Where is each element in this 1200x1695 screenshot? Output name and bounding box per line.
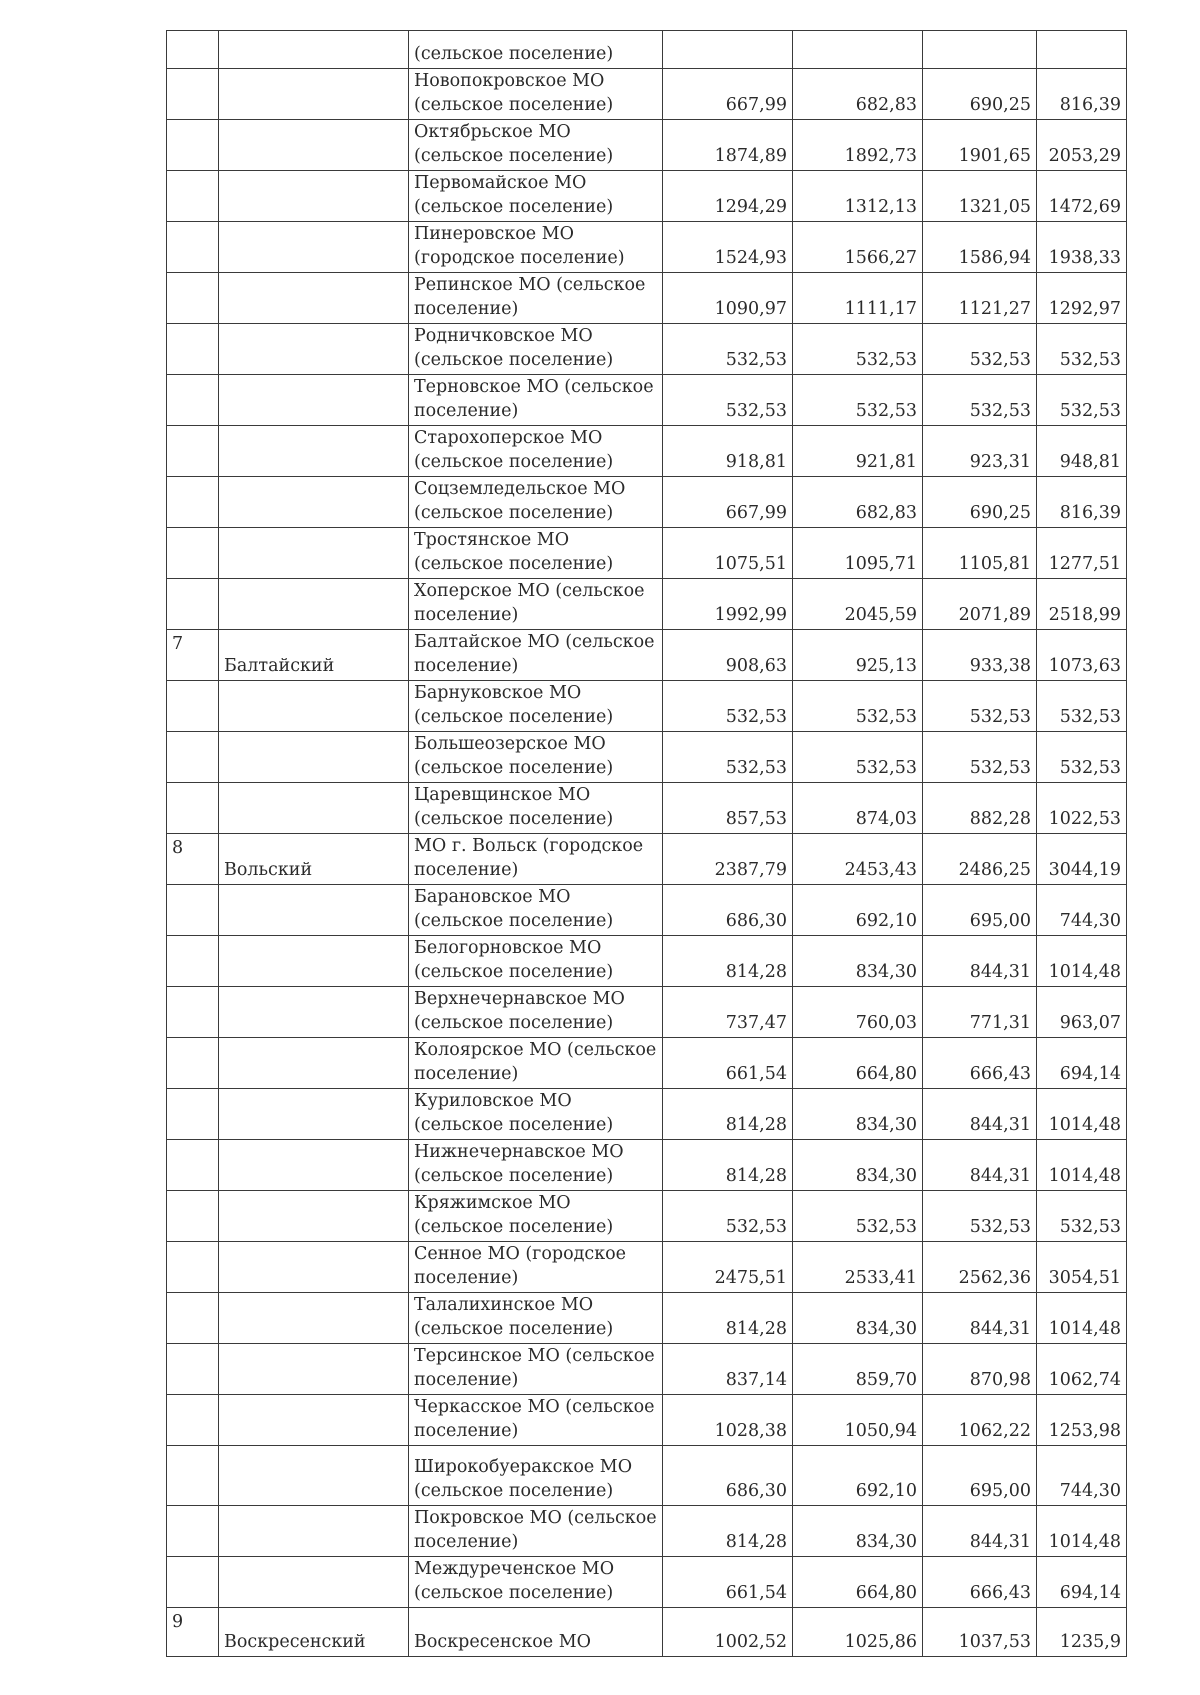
cell-value-3: 844,31 [923, 936, 1037, 987]
cell-value-3: 666,43 [923, 1557, 1037, 1608]
cell-index [167, 936, 219, 987]
cell-index [167, 732, 219, 783]
cell-index [167, 528, 219, 579]
cell-name: Барнуковское МО (сельское поселение) [409, 681, 663, 732]
cell-index: 7 [167, 630, 219, 681]
cell-value-1: 667,99 [663, 477, 793, 528]
cell-name: Царевщинское МО (сельское поселение) [409, 783, 663, 834]
cell-value-4: 1235,9 [1037, 1608, 1127, 1657]
cell-name: Первомайское МО (сельское поселение) [409, 171, 663, 222]
cell-value-4: 1062,74 [1037, 1344, 1127, 1395]
cell-district [219, 375, 409, 426]
cell-index [167, 1089, 219, 1140]
cell-value-4: 1292,97 [1037, 273, 1127, 324]
cell-value-3: 1901,65 [923, 120, 1037, 171]
cell-district [219, 1395, 409, 1446]
cell-name: Балтайское МО (сельское поселение) [409, 630, 663, 681]
cell-value-3: 1321,05 [923, 171, 1037, 222]
cell-value-2: 532,53 [793, 375, 923, 426]
table-row [167, 273, 1127, 324]
cell-name: Колоярское МО (сельское поселение) [409, 1038, 663, 1089]
cell-value-4: 532,53 [1037, 324, 1127, 375]
cell-district [219, 273, 409, 324]
cell-value-1: 857,53 [663, 783, 793, 834]
cell-name: Широкобуеракское МО (сельское поселение) [409, 1446, 663, 1506]
cell-district: Воскресенский [219, 1608, 409, 1657]
table-row [167, 936, 1127, 987]
cell-name: Куриловское МО (сельское поселение) [409, 1089, 663, 1140]
cell-index [167, 1344, 219, 1395]
cell-name: Черкасское МО (сельское поселение) [409, 1395, 663, 1446]
cell-district [219, 936, 409, 987]
cell-value-2: 532,53 [793, 324, 923, 375]
cell-value-1: 2475,51 [663, 1242, 793, 1293]
cell-value-2: 925,13 [793, 630, 923, 681]
cell-value-4: 3044,19 [1037, 834, 1127, 885]
cell-district [219, 1446, 409, 1506]
cell-value-1: 661,54 [663, 1038, 793, 1089]
table-row [167, 1557, 1127, 1608]
cell-value-4: 2053,29 [1037, 120, 1127, 171]
cell-value-4: 1253,98 [1037, 1395, 1127, 1446]
cell-value-3: 1121,27 [923, 273, 1037, 324]
cell-district [219, 885, 409, 936]
table-row [167, 477, 1127, 528]
cell-value-1: 814,28 [663, 1506, 793, 1557]
cell-district [219, 1089, 409, 1140]
cell-value-2: 1312,13 [793, 171, 923, 222]
table-row [167, 630, 1127, 681]
cell-value-4: 532,53 [1037, 681, 1127, 732]
cell-value-2: 834,30 [793, 1140, 923, 1191]
table-row [167, 1608, 1127, 1657]
cell-name: Терновское МО (сельское поселение) [409, 375, 663, 426]
cell-value-1: 686,30 [663, 885, 793, 936]
cell-value-2: 682,83 [793, 69, 923, 120]
cell-name: Кряжимское МО (сельское поселение) [409, 1191, 663, 1242]
cell-district [219, 1140, 409, 1191]
cell-value-2: 760,03 [793, 987, 923, 1038]
table-row [167, 1506, 1127, 1557]
cell-value-3: 532,53 [923, 324, 1037, 375]
cell-value-2: 834,30 [793, 1089, 923, 1140]
table-row-fragment [167, 31, 1127, 69]
cell-district [219, 69, 409, 120]
cell-district [219, 1506, 409, 1557]
cell-value-3: 690,25 [923, 477, 1037, 528]
cell-district [219, 579, 409, 630]
table-row [167, 1242, 1127, 1293]
cell-index [167, 426, 219, 477]
cell-index: 8 [167, 834, 219, 885]
cell-district [219, 1191, 409, 1242]
cell-district [219, 1557, 409, 1608]
cell-value-1: 532,53 [663, 375, 793, 426]
cell-index [167, 31, 219, 69]
cell-value-1: 1524,93 [663, 222, 793, 273]
cell-value-2: 532,53 [793, 732, 923, 783]
cell-name: Нижнечернавское МО (сельское поселение) [409, 1140, 663, 1191]
cell-index [167, 987, 219, 1038]
cell-value-2: 532,53 [793, 1191, 923, 1242]
cell-value-4: 532,53 [1037, 1191, 1127, 1242]
table-row [167, 834, 1127, 885]
cell-name: Междуреченское МО (сельское поселение) [409, 1557, 663, 1608]
cell-value-1: 1294,29 [663, 171, 793, 222]
cell-name: Хоперское МО (сельское поселение) [409, 579, 663, 630]
cell-value-1: 814,28 [663, 1089, 793, 1140]
cell-value-3: 882,28 [923, 783, 1037, 834]
cell-index [167, 1506, 219, 1557]
cell-value-3: 690,25 [923, 69, 1037, 120]
cell-value-2: 834,30 [793, 1506, 923, 1557]
table-row [167, 681, 1127, 732]
cell-district [219, 324, 409, 375]
cell-district [219, 31, 409, 69]
cell-value-1: 908,63 [663, 630, 793, 681]
cell-value-2: 692,10 [793, 885, 923, 936]
cell-value-2: 921,81 [793, 426, 923, 477]
cell-district [219, 171, 409, 222]
cell-value-4: 948,81 [1037, 426, 1127, 477]
cell-name: Талалихинское МО (сельское поселение) [409, 1293, 663, 1344]
cell-value-2: 859,70 [793, 1344, 923, 1395]
table-row [167, 528, 1127, 579]
cell-index [167, 273, 219, 324]
cell-index [167, 69, 219, 120]
cell-index [167, 324, 219, 375]
table-body [167, 31, 1127, 1657]
cell-value-4: 532,53 [1037, 732, 1127, 783]
cell-district [219, 1242, 409, 1293]
cell-index [167, 1140, 219, 1191]
cell-value-1: 1028,38 [663, 1395, 793, 1446]
cell-value-2: 664,80 [793, 1038, 923, 1089]
cell-value-3: 1105,81 [923, 528, 1037, 579]
cell-index [167, 681, 219, 732]
cell-value-4: 1014,48 [1037, 936, 1127, 987]
cell-value-4: 744,30 [1037, 1446, 1127, 1506]
cell-value [793, 31, 923, 69]
cell-value-1: 532,53 [663, 324, 793, 375]
cell-name: (сельское поселение) [409, 31, 663, 69]
cell-name: Терсинское МО (сельское поселение) [409, 1344, 663, 1395]
table-row [167, 69, 1127, 120]
document-table-page [166, 30, 1126, 1657]
cell-index [167, 222, 219, 273]
cell-district [219, 783, 409, 834]
cell-name: Пинеровское МО (городское поселение) [409, 222, 663, 273]
cell-index [167, 375, 219, 426]
cell-district [219, 477, 409, 528]
table-row [167, 579, 1127, 630]
cell-value-4: 1014,48 [1037, 1293, 1127, 1344]
table-row [167, 987, 1127, 1038]
cell-name: МО г. Вольск (городское поселение) [409, 834, 663, 885]
cell-value-2: 682,83 [793, 477, 923, 528]
cell-value-3: 1586,94 [923, 222, 1037, 273]
cell-name: Соцземледельское МО (сельское поселение) [409, 477, 663, 528]
table-row [167, 1140, 1127, 1191]
cell-name: Новопокровское МО (сельское поселение) [409, 69, 663, 120]
cell-value-3: 666,43 [923, 1038, 1037, 1089]
cell-name: Покровское МО (сельское поселение) [409, 1506, 663, 1557]
cell-index [167, 1038, 219, 1089]
cell-district [219, 732, 409, 783]
cell-value-2: 692,10 [793, 1446, 923, 1506]
cell-value-1: 1075,51 [663, 528, 793, 579]
cell-value-2: 1892,73 [793, 120, 923, 171]
cell-value-3: 2562,36 [923, 1242, 1037, 1293]
cell-value-4: 816,39 [1037, 477, 1127, 528]
cell-value-3: 532,53 [923, 1191, 1037, 1242]
table-row [167, 1038, 1127, 1089]
cell-index: 9 [167, 1608, 219, 1657]
cell-value-3: 844,31 [923, 1140, 1037, 1191]
cell-district [219, 987, 409, 1038]
cell-value-1: 737,47 [663, 987, 793, 1038]
cell-value-3: 532,53 [923, 732, 1037, 783]
cell-value-1: 814,28 [663, 936, 793, 987]
cell-index [167, 120, 219, 171]
cell-value-4: 1277,51 [1037, 528, 1127, 579]
cell-value-2: 874,03 [793, 783, 923, 834]
cell-name: Октябрьское МО (сельское поселение) [409, 120, 663, 171]
cell-district [219, 1344, 409, 1395]
cell-value-3: 844,31 [923, 1089, 1037, 1140]
cell-name: Тростянское МО (сельское поселение) [409, 528, 663, 579]
cell-value-4: 1472,69 [1037, 171, 1127, 222]
cell-value-3: 2071,89 [923, 579, 1037, 630]
table-row [167, 222, 1127, 273]
cell-value-4: 694,14 [1037, 1038, 1127, 1089]
table-row [167, 1089, 1127, 1140]
cell-value-1: 1874,89 [663, 120, 793, 171]
cell-value-3: 844,31 [923, 1293, 1037, 1344]
cell-value-1: 532,53 [663, 732, 793, 783]
cell-value-3: 695,00 [923, 1446, 1037, 1506]
cell-district: Вольский [219, 834, 409, 885]
cell-value-4: 1014,48 [1037, 1089, 1127, 1140]
cell-value-3: 1037,53 [923, 1608, 1037, 1657]
cell-value-2: 664,80 [793, 1557, 923, 1608]
table-row [167, 1344, 1127, 1395]
cell-value-2: 1050,94 [793, 1395, 923, 1446]
cell-value-3: 532,53 [923, 375, 1037, 426]
cell-value-2: 834,30 [793, 936, 923, 987]
cell-value-3: 923,31 [923, 426, 1037, 477]
cell-index [167, 477, 219, 528]
cell-value-2: 2533,41 [793, 1242, 923, 1293]
cell-value-1: 1090,97 [663, 273, 793, 324]
cell-index [167, 1293, 219, 1344]
cell-value-1: 2387,79 [663, 834, 793, 885]
cell-value-1: 667,99 [663, 69, 793, 120]
cell-value-2: 834,30 [793, 1293, 923, 1344]
cell-value-1: 814,28 [663, 1293, 793, 1344]
cell-district: Балтайский [219, 630, 409, 681]
table-row [167, 426, 1127, 477]
cell-index [167, 783, 219, 834]
cell-value-4: 1022,53 [1037, 783, 1127, 834]
cell-value-3: 1062,22 [923, 1395, 1037, 1446]
cell-name: Верхнечернавское МО (сельское поселение) [409, 987, 663, 1038]
cell-district [219, 681, 409, 732]
cell-index [167, 1446, 219, 1506]
cell-district [219, 222, 409, 273]
cell-name: Барановское МО (сельское поселение) [409, 885, 663, 936]
cell-name: Старохоперское МО (сельское поселение) [409, 426, 663, 477]
cell-value-4: 3054,51 [1037, 1242, 1127, 1293]
cell-value-2: 532,53 [793, 681, 923, 732]
cell-value-2: 1566,27 [793, 222, 923, 273]
cell-value-1: 661,54 [663, 1557, 793, 1608]
cell-name: Сенное МО (городское поселение) [409, 1242, 663, 1293]
cell-index [167, 1557, 219, 1608]
cell-value-3: 695,00 [923, 885, 1037, 936]
cell-index [167, 1395, 219, 1446]
cell-value-3: 532,53 [923, 681, 1037, 732]
cell-value-3: 933,38 [923, 630, 1037, 681]
cell-value-1: 837,14 [663, 1344, 793, 1395]
cell-index [167, 1242, 219, 1293]
cell-value-2: 1095,71 [793, 528, 923, 579]
cell-value-3: 771,31 [923, 987, 1037, 1038]
table-row [167, 732, 1127, 783]
table-row [167, 1191, 1127, 1242]
cell-value-2: 2045,59 [793, 579, 923, 630]
cell-district [219, 426, 409, 477]
cell-index [167, 579, 219, 630]
cell-value-4: 532,53 [1037, 375, 1127, 426]
table-row [167, 1395, 1127, 1446]
cell-value-4: 1073,63 [1037, 630, 1127, 681]
cell-district [219, 120, 409, 171]
cell-district [219, 1038, 409, 1089]
cell-value-4: 816,39 [1037, 69, 1127, 120]
tariff-table [166, 30, 1127, 1657]
cell-index [167, 171, 219, 222]
table-row [167, 120, 1127, 171]
cell-name: Репинское МО (сельское поселение) [409, 273, 663, 324]
cell-district [219, 1293, 409, 1344]
cell-name: Белогорновское МО (сельское поселение) [409, 936, 663, 987]
cell-value [923, 31, 1037, 69]
cell-value [663, 31, 793, 69]
cell-value-1: 918,81 [663, 426, 793, 477]
cell-index [167, 1191, 219, 1242]
cell-value-4: 744,30 [1037, 885, 1127, 936]
cell-value-1: 532,53 [663, 1191, 793, 1242]
cell-value-3: 2486,25 [923, 834, 1037, 885]
cell-value-1: 686,30 [663, 1446, 793, 1506]
cell-value-4: 1014,48 [1037, 1506, 1127, 1557]
cell-district [219, 528, 409, 579]
cell-value-1: 814,28 [663, 1140, 793, 1191]
table-row [167, 171, 1127, 222]
cell-value-4: 1014,48 [1037, 1140, 1127, 1191]
table-row [167, 1293, 1127, 1344]
cell-value-4: 1938,33 [1037, 222, 1127, 273]
cell-index [167, 885, 219, 936]
cell-name: Воскресенское МО [409, 1608, 663, 1657]
cell-value-3: 870,98 [923, 1344, 1037, 1395]
table-row [167, 783, 1127, 834]
cell-value-2: 1025,86 [793, 1608, 923, 1657]
table-row [167, 375, 1127, 426]
table-row [167, 324, 1127, 375]
cell-value-3: 844,31 [923, 1506, 1037, 1557]
cell-name: Родничковское МО (сельское поселение) [409, 324, 663, 375]
cell-value-2: 2453,43 [793, 834, 923, 885]
cell-value-2: 1111,17 [793, 273, 923, 324]
cell-value-4: 2518,99 [1037, 579, 1127, 630]
cell-value [1037, 31, 1127, 69]
cell-value-4: 963,07 [1037, 987, 1127, 1038]
table-row [167, 885, 1127, 936]
cell-value-4: 694,14 [1037, 1557, 1127, 1608]
cell-name: Большеозерское МО (сельское поселение) [409, 732, 663, 783]
table-row [167, 1446, 1127, 1506]
cell-value-1: 1002,52 [663, 1608, 793, 1657]
cell-value-1: 532,53 [663, 681, 793, 732]
cell-value-1: 1992,99 [663, 579, 793, 630]
